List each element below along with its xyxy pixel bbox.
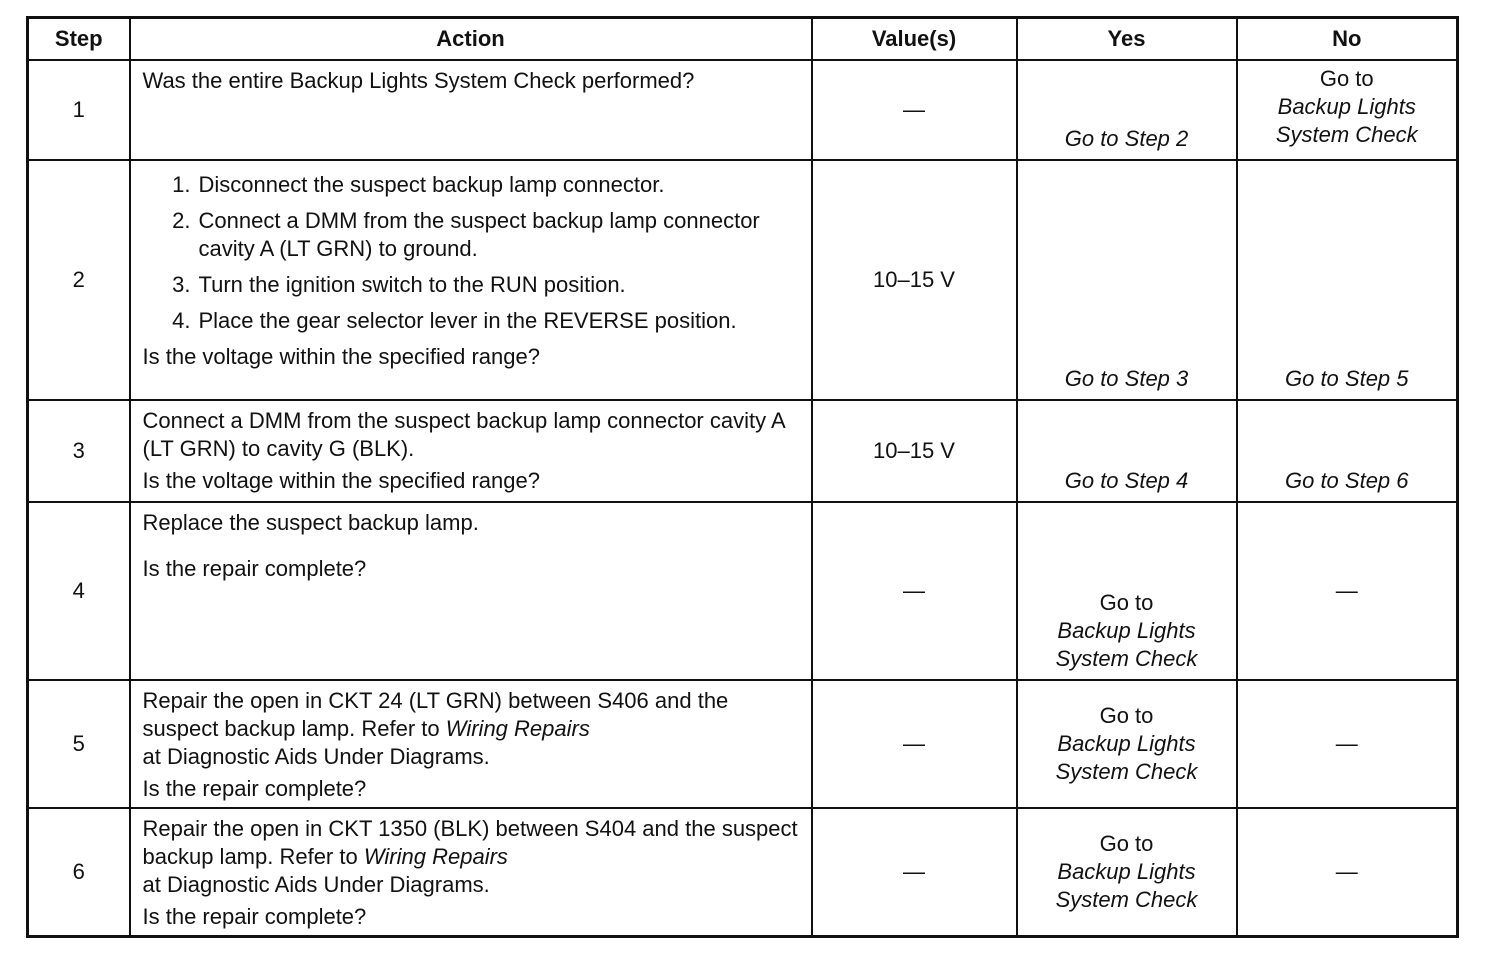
action-cell xyxy=(130,160,812,400)
action-cell xyxy=(130,60,812,160)
value-cell: 10–15 V xyxy=(812,160,1017,400)
yes-link-line2[interactable]: System Check xyxy=(1055,887,1198,912)
table-row xyxy=(28,60,1458,160)
action-text xyxy=(143,815,801,871)
substep-item xyxy=(143,171,801,199)
no-link-line1[interactable]: Backup Lights xyxy=(1277,94,1416,119)
yes-cell xyxy=(1017,60,1237,160)
yes-prefix: Go to xyxy=(1099,590,1154,615)
yes-prefix: Go to xyxy=(1099,703,1154,728)
yes-link-line1[interactable]: Backup Lights xyxy=(1057,731,1196,756)
question-text: Is the repair complete? xyxy=(142,776,367,801)
no-cell: — xyxy=(1237,502,1458,680)
action-text-pre: Repair the open in CKT 24 (LT GRN) between S406 and the suspect backup lamp. Refer to xyxy=(142,688,729,741)
yes-link-line2[interactable]: System Check xyxy=(1055,759,1198,784)
step-number: 2 xyxy=(28,160,130,400)
substep-item xyxy=(143,307,801,335)
header-action: Action xyxy=(130,18,812,61)
step-number: 6 xyxy=(28,808,130,937)
substep-text: Turn the ignition switch to the RUN position. xyxy=(198,272,626,297)
diagnostic-table xyxy=(26,16,1459,938)
step-number: 3 xyxy=(28,400,130,502)
wiring-repairs-link[interactable]: Wiring Repairs xyxy=(445,716,590,741)
action-text-post: at Diagnostic Aids Under Diagrams. xyxy=(142,744,490,769)
substep-item xyxy=(143,207,801,263)
substep-text: Connect a DMM from the suspect backup lamp connector cavity A (LT GRN) to ground. xyxy=(198,208,760,261)
action-text xyxy=(143,687,801,743)
action-cell xyxy=(130,502,812,680)
value-cell: 10–15 V xyxy=(812,400,1017,502)
substep-text: Place the gear selector lever in the REVERSE position. xyxy=(198,308,737,333)
header-values: Value(s) xyxy=(812,18,1017,61)
question-text: Is the voltage within the specified range? xyxy=(142,468,540,493)
step-number: 5 xyxy=(28,680,130,808)
question-text: Is the repair complete? xyxy=(142,556,367,581)
header-no: No xyxy=(1237,18,1458,61)
action-cell xyxy=(130,400,812,502)
action-text-post: at Diagnostic Aids Under Diagrams. xyxy=(142,872,490,897)
no-link-line2[interactable]: System Check xyxy=(1275,122,1418,147)
yes-prefix: Go to xyxy=(1099,831,1154,856)
yes-cell xyxy=(1017,160,1237,400)
no-link[interactable]: Go to Step 6 xyxy=(1284,468,1409,493)
substep-number: 2. xyxy=(172,208,191,233)
substep-item xyxy=(143,271,801,299)
substep-number: 4. xyxy=(172,308,191,333)
substep-list xyxy=(143,171,801,335)
action-text: Was the entire Backup Lights System Check performed? xyxy=(142,68,695,93)
action-text: Replace the suspect backup lamp. xyxy=(142,510,479,535)
no-cell xyxy=(1237,400,1458,502)
value-cell: — xyxy=(812,808,1017,937)
substep-number: 3. xyxy=(172,272,191,297)
yes-cell xyxy=(1017,400,1237,502)
yes-link-line2[interactable]: System Check xyxy=(1055,646,1198,671)
table-row xyxy=(28,502,1458,680)
question-text: Is the voltage within the specified range? xyxy=(142,344,540,369)
yes-cell xyxy=(1017,680,1237,808)
table-row xyxy=(28,400,1458,502)
step-number: 1 xyxy=(28,60,130,160)
header-row xyxy=(28,18,1458,61)
substep-text: Disconnect the suspect backup lamp connector. xyxy=(198,172,665,197)
action-cell xyxy=(130,680,812,808)
no-cell xyxy=(1237,160,1458,400)
substep-number: 1. xyxy=(172,172,191,197)
header-yes: Yes xyxy=(1017,18,1237,61)
yes-cell xyxy=(1017,808,1237,937)
table-row xyxy=(28,680,1458,808)
value-cell: — xyxy=(812,60,1017,160)
no-cell xyxy=(1237,60,1458,160)
yes-link[interactable]: Go to Step 2 xyxy=(1064,126,1189,151)
table-row xyxy=(28,160,1458,400)
value-cell: — xyxy=(812,502,1017,680)
yes-link-line1[interactable]: Backup Lights xyxy=(1057,859,1196,884)
header-step: Step xyxy=(28,18,130,61)
yes-cell xyxy=(1017,502,1237,680)
action-text-pre: Repair the open in CKT 1350 (BLK) between S404 and the suspect backup lamp. Refer to xyxy=(142,816,798,869)
yes-link-line1[interactable]: Backup Lights xyxy=(1057,618,1196,643)
no-cell: — xyxy=(1237,808,1458,937)
value-cell: — xyxy=(812,680,1017,808)
table-row xyxy=(28,808,1458,937)
step-number: 4 xyxy=(28,502,130,680)
no-cell: — xyxy=(1237,680,1458,808)
question-text: Is the repair complete? xyxy=(142,904,367,929)
action-text: Connect a DMM from the suspect backup lamp connector cavity A (LT GRN) to cavity G (BLK). xyxy=(142,408,785,461)
yes-link[interactable]: Go to Step 3 xyxy=(1064,366,1189,391)
no-link[interactable]: Go to Step 5 xyxy=(1284,366,1409,391)
wiring-repairs-link[interactable]: Wiring Repairs xyxy=(363,844,508,869)
action-cell xyxy=(130,808,812,937)
no-prefix: Go to xyxy=(1319,66,1374,91)
yes-link[interactable]: Go to Step 4 xyxy=(1064,468,1189,493)
